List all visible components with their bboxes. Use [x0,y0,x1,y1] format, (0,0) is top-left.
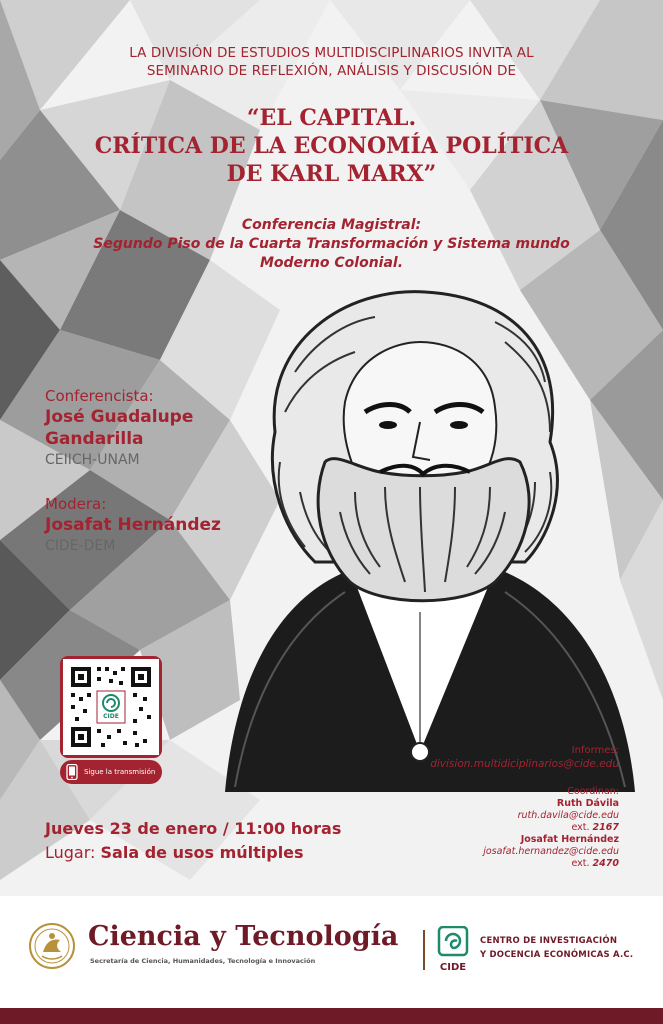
subtitle-line-2: Segundo Piso de la Cuarta Transformación y Sistema mundo [93,236,570,252]
coordinator-2-ext: ext. 2470 [571,858,619,869]
informes-label: Informes: [571,745,619,756]
cide-name-line-1: CENTRO DE INVESTIGACIÓN [480,936,618,946]
coordinator-2-email[interactable]: josafat.hernandez@cide.edu [483,846,619,857]
event-date: Jueves 23 de enero / 11:00 horas [45,819,342,838]
title-line-3: DE KARL MARX” [226,161,437,187]
mexico-seal-icon [28,922,76,970]
qr-code-card[interactable] [60,656,162,758]
coordinator-2-name: Josafat Hernández [520,834,619,845]
speaker-name-line-2: Gandarilla [45,429,144,449]
informes-email[interactable]: division.multidiciplinarios@cide.edu [430,758,619,770]
moderator-label: Modera: [45,495,107,513]
coordinator-1-email[interactable]: ruth.davila@cide.edu [517,810,619,821]
footer-bar [0,1008,663,1024]
moderator-institution: CIDE-DEM [45,538,116,554]
coordinators-label: Coordinan: [567,786,619,797]
event-title [0,104,663,188]
place-value: Sala de usos múltiples [100,843,304,862]
cide-full-name [480,934,633,962]
stream-button[interactable] [60,760,162,784]
qr-code-icon [63,659,159,755]
title-line-2: CRÍTICA DE LA ECONOMÍA POLÍTICA [94,133,569,159]
speaker-label: Conferencista: [45,387,154,405]
speaker-institution: CEIICH-UNAM [45,452,140,468]
intro-text [0,44,663,80]
ciencia-tecnologia-subtitle: Secretaría de Ciencia, Humanidades, Tecnología e Innovación [90,957,316,965]
qr-center-label: CIDE [103,713,119,720]
event-place [45,842,304,864]
ciencia-tecnologia-brand: Ciencia y Tecnología [88,921,399,952]
cide-logo-text: CIDE [439,962,467,973]
coordinator-1-name: Ruth Dávila [556,798,619,809]
cide-name-line-2: Y DOCENCIA ECONÓMICAS A.C. [480,950,634,960]
intro-line-2: SEMINARIO DE REFLEXIÓN, ANÁLISIS Y DISCUSIÓN DE [146,63,517,79]
conference-subtitle [0,216,663,273]
phone-icon [66,764,78,780]
coordinator-1-ext: ext. 2167 [571,822,619,833]
cide-logo-icon [436,926,470,972]
cide-spiral-icon [436,926,470,958]
footer-divider [423,930,425,970]
stream-button-label: Sigue la transmisión [84,768,156,776]
speaker-block [45,386,275,556]
subtitle-line-3: Moderno Colonial. [259,255,404,271]
subtitle-line-1: Conferencia Magistral: [241,217,422,233]
title-line-1: “EL CAPITAL. [246,105,417,131]
place-label: Lugar: [45,843,96,862]
speaker-name-line-1: José Guadalupe [45,407,194,427]
coordinators-block [483,786,619,870]
intro-line-1: LA DIVISIÓN DE ESTUDIOS MULTIDISCIPLINARIOS INVITA AL [129,45,534,61]
moderator-name: Josafat Hernández [45,515,221,535]
